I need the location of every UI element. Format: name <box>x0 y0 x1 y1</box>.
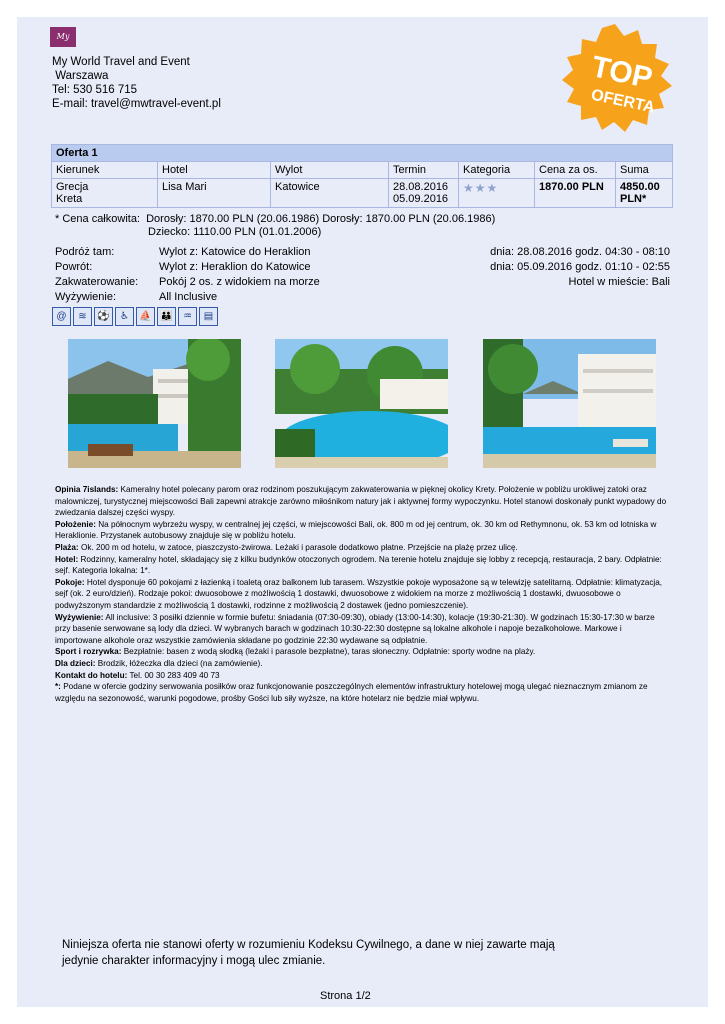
restaurant-icon: ▤ <box>199 307 218 326</box>
hotel-photo-2[interactable] <box>275 339 448 468</box>
offer-title-row <box>52 145 673 162</box>
company-logo: My <box>50 27 76 47</box>
hotel-description <box>55 484 667 704</box>
cell-direction: Grecja Kreta <box>52 179 158 208</box>
hotel-photo-3[interactable] <box>483 339 656 468</box>
company-city: Warszawa <box>52 70 109 82</box>
desc-rooms: Pokoje: Hotel dysponuje 60 pokojami z łazienką i toaletą oraz balkonem lub tarasem. Wszystkie pokoje wyposażone są w telewizję satelitarną. Odpłatnie: klimatyzacja, sejf (ok. 2 euro/dzień). Rodzaje pokoi: dwuosobowe z możliwością 1 dostawki, dwuosobowe z widokiem na morze z możliwością 1 dostawki, dwuosobowe o podwyższonym standardzie z możliwością 1 dostawki, rodzinne z możliwością 2 dostawek (jedno pomieszczenie). <box>55 577 663 610</box>
trip-board-value: All Inclusive <box>159 291 218 303</box>
sport-icon: ⚽ <box>94 307 113 326</box>
cell-category <box>459 179 535 208</box>
internet-icon: @ <box>52 307 71 326</box>
trip-location: Hotel w mieście: Bali <box>568 276 670 288</box>
watersports-icon: ⛵ <box>136 307 155 326</box>
desc-hotel: Hotel: Rodzinny, kameralny hotel, składający się z kilku budynków otoczonych ogrodem. Na terenie hotelu znajduje się lobby z recepcją, restauracja, 2 bary. Odpłatnie: sejf. Kategoria lokalna: 1*. <box>55 554 662 576</box>
trip-outbound-label: Podróż tam: <box>55 246 115 258</box>
trip-outbound-row <box>55 245 670 260</box>
trip-room-label: Zakwaterowanie: <box>55 276 139 288</box>
page-number: Strona 1/2 <box>320 990 371 1002</box>
trip-return-label: Powrót: <box>55 261 93 273</box>
family-icon: 👪 <box>157 307 176 326</box>
total-price-line2: Dziecko: 1110.00 PLN (01.01.2006) <box>148 226 322 238</box>
cell-hotel: Lisa Mari <box>158 179 271 208</box>
offer-table <box>51 144 673 208</box>
col-header-direction: Kierunek <box>52 162 158 179</box>
desc-kids: Dla dzieci: Brodzik, łóżeczka dla dzieci (na zamówienie). <box>55 658 263 668</box>
pool-icon: ≋ <box>73 307 92 326</box>
offer-title: Oferta 1 <box>52 145 673 162</box>
trip-return-row <box>55 260 670 275</box>
badge-line1: TOP <box>588 50 656 96</box>
amenity-icons <box>52 307 218 326</box>
desc-sport: Sport i rozrywka: Bezpłatnie: basen z wodą słodką (leżaki i parasole bezpłatne), taras słoneczny. Odpłatnie: sporty wodne na plaży. <box>55 647 536 657</box>
company-phone: Tel: 530 516 715 <box>52 84 138 96</box>
offer-header-row <box>52 162 673 179</box>
trip-board-label: Wyżywienie: <box>55 291 117 303</box>
trip-return-value: Wylot z: Heraklion do Katowice <box>159 261 311 273</box>
desc-note: *: Podane w ofercie godziny serwowania posiłków oraz funkcjonowanie poszczególnych elementów infrastruktury hotelowej mogą ulegać nieznacznym zmianom ze względu na sezonowość, warunki pogodowe, prośby Gości lub siły wyższe, na które hotelarz nie będzie miał wpływu. <box>55 682 648 703</box>
desc-opinion: Opinia 7islands: Kameralny hotel polecany parom oraz rodzinom poszukującym zakwaterowania w pięknej okolicy Krety. Położenie w pobliżu urokliwej zatoki oraz malowniczej, turystycznej miejscowości Bali zapewni atrakcje zarówno miłośnikom natury jak i aktywnej formy wypoczynku. Hotel stanowi doskonały punkt wypadowy do zwiedzania dalszej części wyspy. <box>55 485 667 518</box>
cell-total: 4850.00 PLN* <box>616 179 673 208</box>
trip-room-value: Pokój 2 os. z widokiem na morze <box>159 276 320 288</box>
spa-icon: ♒ <box>178 307 197 326</box>
hotel-photo-1[interactable] <box>68 339 241 468</box>
top-offer-badge <box>540 22 680 132</box>
cell-price: 1870.00 PLN <box>535 179 616 208</box>
legal-disclaimer: Niniejsza oferta nie stanowi oferty w rozumieniu Kodeksu Cywilnego, a dane w niej zawarte mają jedynie charakter informacyjny i mogą ulec zmianie. <box>62 939 555 967</box>
trip-outbound-date: dnia: 28.08.2016 godz. 04:30 - 08:10 <box>490 246 670 258</box>
company-info <box>52 55 221 111</box>
col-header-date: Termin <box>389 162 459 179</box>
desc-beach: Plaża: Ok. 200 m od hotelu, w zatoce, piaszczysto-żwirowa. Leżaki i parasole dodatkowo płatne. Przejście na plażę przez ulicę. <box>55 542 518 552</box>
desc-contact: Kontakt do hotelu: Tel. 00 30 283 409 40 73 <box>55 670 220 680</box>
star-rating-icon: ★★★ <box>463 181 499 195</box>
company-email[interactable]: E-mail: travel@mwtravel-event.pl <box>52 98 221 110</box>
col-header-category: Kategoria <box>459 162 535 179</box>
company-name: My World Travel and Event <box>52 56 190 68</box>
col-header-total: Suma <box>616 162 673 179</box>
col-header-departure: Wylot <box>271 162 389 179</box>
trip-board-row <box>55 290 670 305</box>
total-price-line1: * Cena całkowita: Dorosły: 1870.00 PLN (20.06.1986) Dorosły: 1870.00 PLN (20.06.1986) <box>55 213 496 225</box>
cell-departure: Katowice <box>271 179 389 208</box>
accessibility-icon: ♿ <box>115 307 134 326</box>
total-price-breakdown <box>55 213 495 239</box>
desc-food: Wyżywienie: All inclusive: 3 posiłki dziennie w formie bufetu: śniadania (07:30-09:30), obiady (13:00-14:30), kolacje (19:30-21:30). W godzinach 15:30-17:30 w barze przy basenie serwowane są lody dla dzieci. W wybranych barach w godzinach 10:30-22:30 dostępne są lokalne alkohole i napoje bezalkoholowe. Markowe i importowane alkohole oraz wszystkie zamówienia składane po godzinie 22:30 wydawane są odpłatnie. <box>55 612 655 645</box>
desc-location: Położenie: Na północnym wybrzeżu wyspy, w centralnej jej części, w miejscowości Bali, ok. 800 m od jej centrum, ok. 30 km od Rethymnonu, ok. 53 km od lotniska w Heraklionie. Przystanek autobusowy znajduje się w pobliżu hotelu. <box>55 519 657 541</box>
col-header-hotel: Hotel <box>158 162 271 179</box>
badge-line2: OFERTA <box>589 86 657 117</box>
trip-room-row <box>55 275 670 290</box>
offer-data-row <box>52 179 673 208</box>
col-header-price: Cena za os. <box>535 162 616 179</box>
trip-outbound-value: Wylot z: Katowice do Heraklion <box>159 246 311 258</box>
cell-dates: 28.08.2016 05.09.2016 <box>389 179 459 208</box>
trip-details <box>55 245 670 305</box>
trip-return-date: dnia: 05.09.2016 godz. 01:10 - 02:55 <box>490 261 670 273</box>
